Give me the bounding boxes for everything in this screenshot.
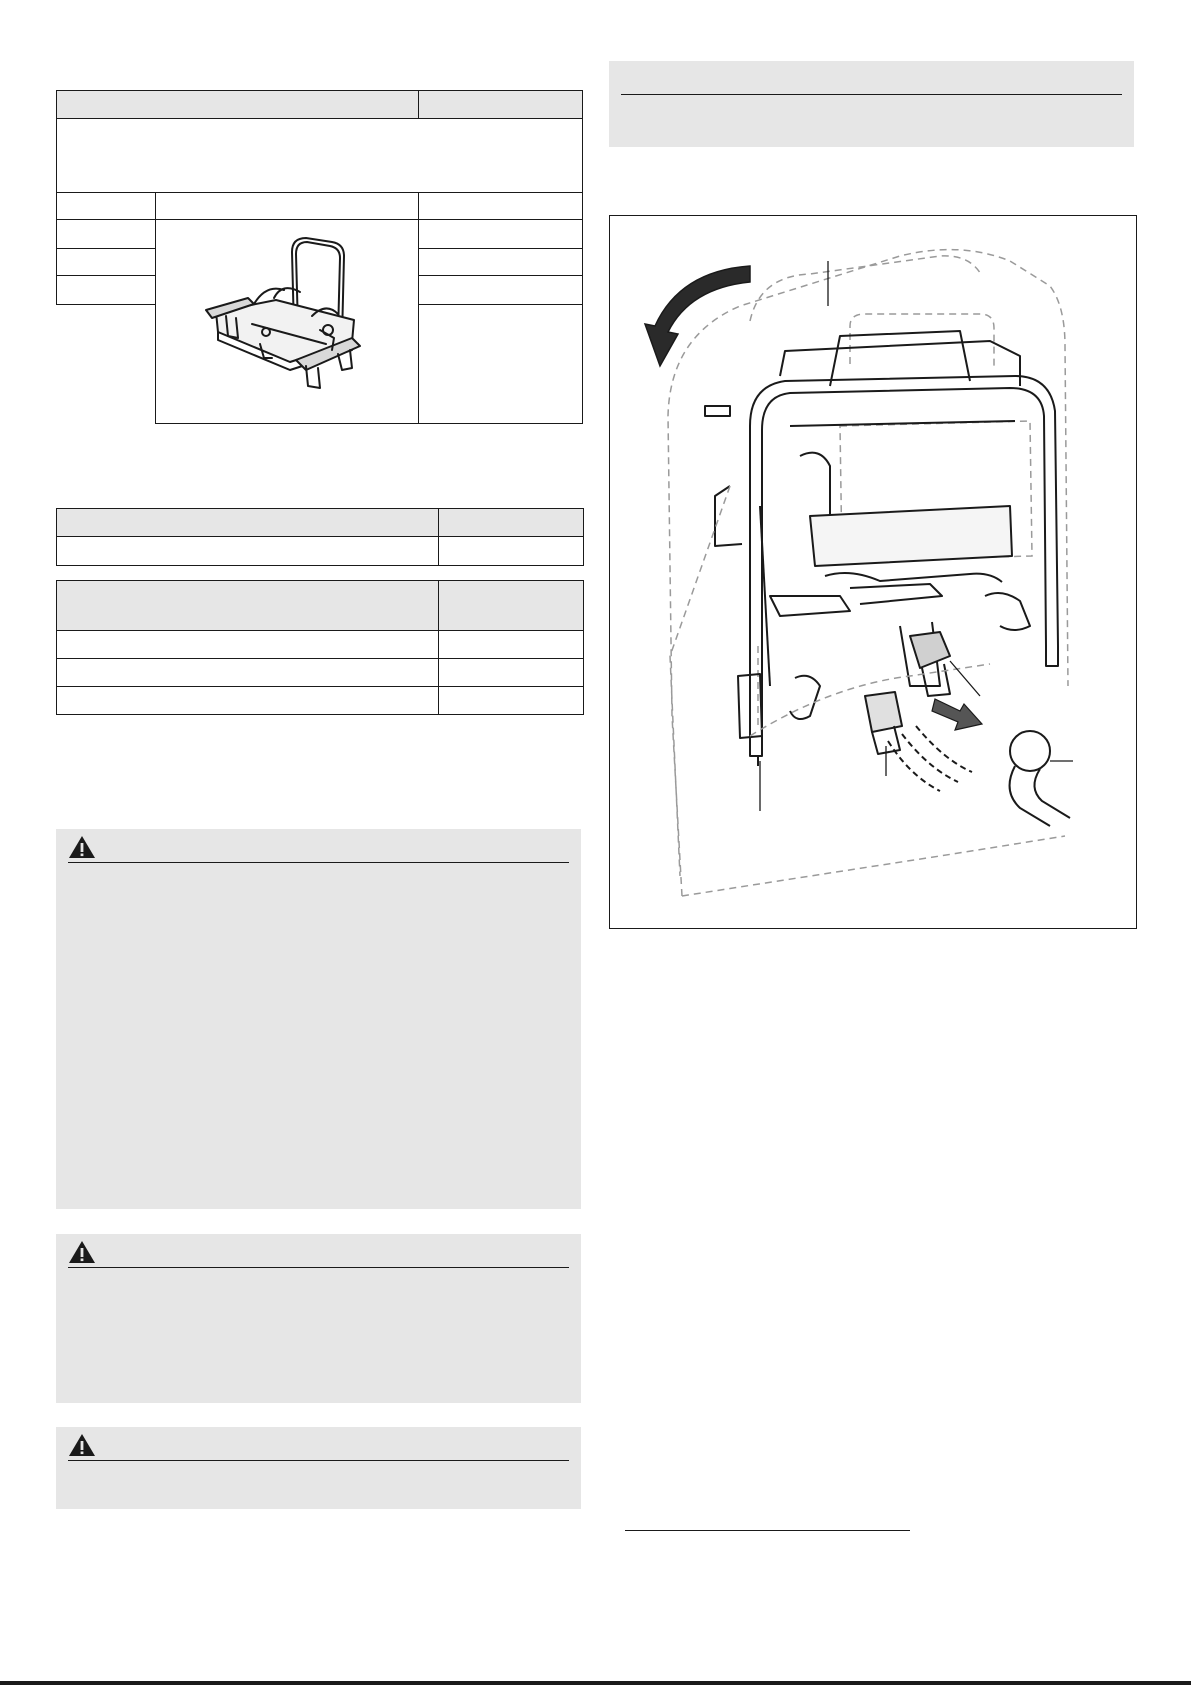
note-box <box>609 61 1134 147</box>
warning-header <box>68 829 569 863</box>
small-table-value-right <box>439 537 584 566</box>
small-table <box>56 508 584 566</box>
list-table-header-right <box>439 581 584 631</box>
product-table-header-left <box>57 91 419 119</box>
warning-triangle-icon <box>68 1240 96 1264</box>
product-table-cell <box>419 304 583 423</box>
product-table-cell <box>57 193 156 220</box>
small-table-value-left <box>57 537 439 566</box>
footnote-divider <box>625 1530 910 1531</box>
small-table-header-right <box>439 509 584 537</box>
product-table-cell <box>419 276 583 305</box>
product-table-cell <box>419 248 583 276</box>
warning-box <box>56 829 581 1209</box>
product-table-header-right <box>419 91 583 119</box>
product-table-cell <box>57 276 156 305</box>
note-divider <box>621 94 1122 95</box>
pull-arrow-icon <box>932 699 982 730</box>
warning-box <box>56 1427 581 1509</box>
list-table <box>56 580 584 715</box>
small-table-header-left <box>57 509 439 537</box>
warning-box <box>56 1234 581 1403</box>
warning-header <box>68 1234 569 1268</box>
product-table-cell <box>419 220 583 249</box>
rotate-arrow-icon <box>645 266 750 366</box>
product-table-cell <box>419 193 583 220</box>
list-table-cell <box>57 659 439 687</box>
bike-carrier-illustration <box>156 220 418 420</box>
product-table <box>56 90 583 424</box>
product-table-cell <box>57 220 156 249</box>
figure-frame <box>609 215 1137 929</box>
list-table-cell <box>439 687 584 715</box>
product-table-cell <box>57 248 156 276</box>
page-bottom-bar <box>0 1681 1191 1685</box>
list-table-cell <box>57 687 439 715</box>
product-image-cell <box>156 220 419 424</box>
list-table-cell <box>439 631 584 659</box>
product-table-cell <box>57 304 156 423</box>
list-table-cell <box>57 631 439 659</box>
warning-header <box>68 1427 569 1461</box>
list-table-header-left <box>57 581 439 631</box>
warning-triangle-icon <box>68 835 96 859</box>
warning-triangle-icon <box>68 1433 96 1457</box>
towbar-mounting-illustration <box>610 216 1136 928</box>
product-table-cell <box>156 193 419 220</box>
list-table-cell <box>439 659 584 687</box>
product-table-description <box>57 119 583 193</box>
